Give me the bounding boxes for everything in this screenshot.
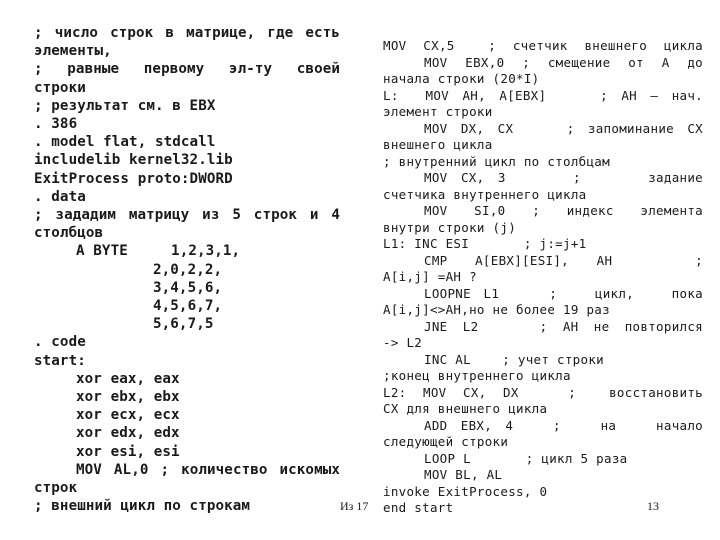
code-line: строк [34, 480, 78, 497]
code-line: ; зададим матрицу из 5 строк и 4 [34, 207, 340, 224]
code-line: A[i,j]<>AH,но не более 19 раз [383, 302, 610, 317]
code-line: start: [34, 352, 86, 369]
code-line: end start [383, 500, 454, 515]
code-line: A BYTE 1,2,3,1, [76, 243, 241, 260]
code-line: элементы, [34, 43, 112, 60]
code-column-left [34, 24, 340, 515]
code-line: L1: INC ESI ; j:=j+1 [383, 236, 587, 251]
code-line: xor ebx, ebx [76, 389, 180, 406]
code-line: MOV EBX,0 ; смещение от A до [424, 54, 703, 70]
code-line: INC AL ; учет строки [424, 351, 604, 367]
page-number: 13 [647, 499, 659, 513]
code-line: начала строки (20*I) [383, 71, 540, 86]
code-line: 3,4,5,6, [153, 279, 223, 296]
code-line: MOV CX,5 ; счетчик внешнего цикла [383, 38, 703, 53]
code-line: LOOP L ; цикл 5 раза [424, 450, 628, 466]
code-line: xor eax, eax [76, 370, 180, 387]
code-line: MOV CX, 3 ; задание [424, 170, 703, 185]
code-line: элемент строки [383, 104, 493, 119]
code-line: -> L2 [383, 335, 423, 350]
code-column-right [383, 38, 703, 517]
code-line: MOV AL,0 ; количество искомых [76, 461, 340, 478]
code-line: A[i,j] =AH ? [383, 269, 477, 284]
code-line: xor ecx, ecx [76, 407, 180, 424]
code-line: . model flat, stdcall [34, 134, 216, 151]
code-line: L2: MOV CX, DX ; восстановить [383, 384, 703, 400]
code-line: includelib kernel32.lib [34, 152, 233, 169]
code-line: invoke ExitProcess, 0 [383, 483, 548, 499]
code-line: 5,6,7,5 [153, 316, 214, 333]
code-line: ; внешний цикл по строкам [34, 498, 251, 515]
code-line: 2,0,2,2, [153, 261, 223, 278]
code-line: ; результат см. в EBX [34, 97, 216, 114]
code-line: 4,5,6,7, [153, 298, 223, 315]
code-line: . code [34, 334, 86, 351]
code-line: CMP A[EBX][ESI], AH ; [424, 252, 703, 268]
code-line: ; число строк в матрице, где есть [34, 25, 340, 41]
code-line: MOV DX, CX ; запоминание CX [424, 120, 703, 136]
code-line: . 386 [34, 116, 78, 133]
code-line: xor esi, esi [76, 443, 180, 460]
code-line: счетчика внутреннего цикла [383, 186, 587, 202]
code-line: ; равные первому эл-ту своей [34, 61, 340, 78]
code-line: ExitProcess proto:DWORD [34, 170, 233, 187]
code-line: LOOPNE L1 ; цикл, пока [424, 285, 703, 301]
page-counter: Из 17 [340, 499, 369, 513]
code-line: внешнего цикла [383, 137, 493, 152]
code-line: ; внутренний цикл по столбцам [383, 153, 610, 169]
code-line: строки [34, 79, 86, 96]
code-line: xor edx, edx [76, 425, 180, 442]
code-line: JNE L2 ; AH не повторился [424, 318, 703, 334]
code-line: MOV SI,0 ; индекс элемента [424, 203, 703, 218]
code-line: столбцов [34, 225, 104, 242]
code-line: внутри строки (j) [383, 219, 517, 235]
code-line: MOV BL, AL [424, 467, 503, 482]
code-line: CX для внешнего цикла [383, 401, 548, 416]
code-line: ;конец внутреннего цикла [383, 368, 571, 383]
code-line: L: MOV AH, A[EBX] ; AH – нач. [383, 87, 703, 103]
code-line: ADD EBX, 4 ; на начало [424, 417, 703, 433]
code-line: . data [34, 188, 86, 205]
code-line: следующей строки [383, 434, 509, 449]
